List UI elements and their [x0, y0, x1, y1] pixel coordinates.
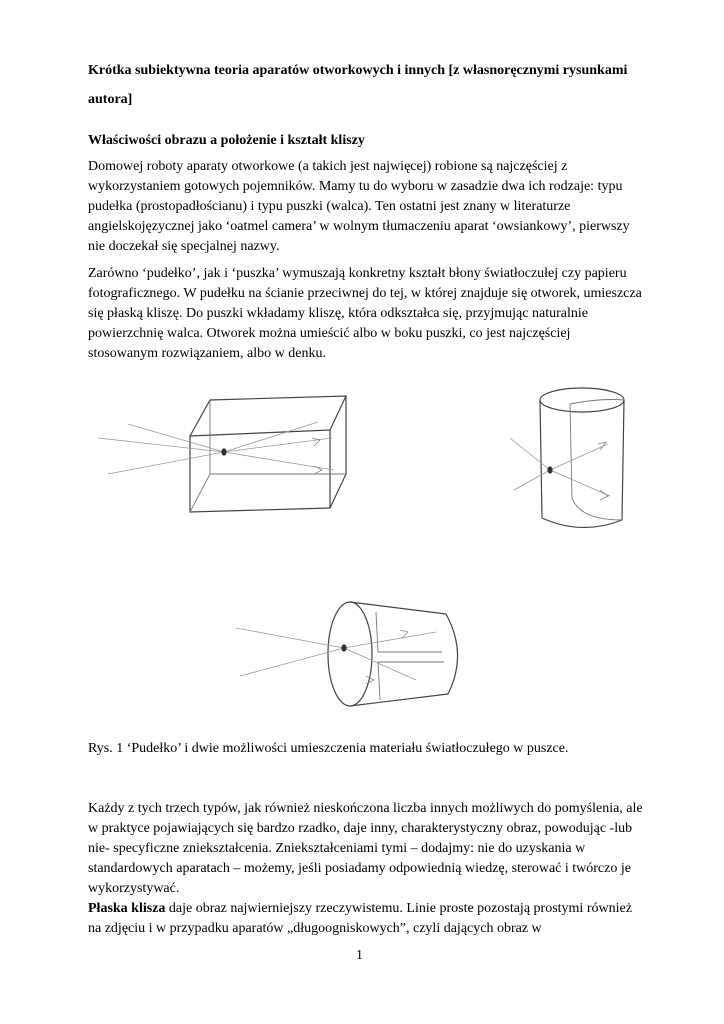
flat-film-term: Płaska klisza — [88, 901, 166, 916]
paragraph-film-shape: Zarówno ‘pudełko’, jak i ‘puszka’ wymuszają konkretny kształt błony światłoczułej czy papieru fotograficznego. W pudełku na ścianie przeciwnej do tej, w której znajduje się otworek, umieszcza się płaską kliszę. Do puszki wkładamy kliszę, która odkształca się, przyjmując naturalnie powierzchnię walca. Otworek można umieścić albo w boku puszki, co jest najczęściej stosowanym rozwiązaniem, albo w denku. — [88, 266, 642, 361]
page-number: 1 — [356, 948, 363, 963]
paragraph-distortions: Każdy z tych trzech typów, jak również nieskończona liczba innych możliwych do pomyślenia, ale w praktyce pojawiających się bardzo rzadko, daje inny, charakterystyczny obraz, powodując -lub nie- specyficzne zniekształcenia. Zniekształceniami tymi – dodajmy: nie do uzyskania w standardowych aparatach – możemy, jeśli posiadamy odpowiednią wiedzę, sterować i twórczo je wykorzystywać. — [88, 801, 643, 896]
can-camera-drawing — [510, 378, 670, 543]
paragraph-flat-film — [88, 899, 643, 939]
tube-camera-drawing — [236, 582, 486, 727]
box-camera-drawing — [88, 366, 388, 536]
can-camera-sketch — [510, 378, 670, 543]
tube-camera-sketch — [236, 582, 486, 727]
paragraph-intro: Domowej roboty aparaty otworkowe (a takich jest najwięcej) robione są najczęściej z wykorzystaniem gotowych pojemników. Mamy tu do wyboru w zasadzie dwa ich rodzaje: typu pudełka (prostopadłościanu) i typu puszki (walca). Ten ostatni jest znany w literaturze angielskojęzycznej jako ‘oatmel camera’ w wolnym tłumaczeniu aparat ‘owsiankowy’, pierwszy nie doczekał się specjalnej nazwy. — [88, 159, 630, 254]
section-heading: Właściwości obrazu a położenie i kształt kliszy — [88, 133, 365, 148]
flat-film-text: daje obraz najwierniejszy rzeczywistemu. Linie proste pozostają prostymi również na zdjęciu i w przypadku aparatów „długoogniskowych”, czyli dających obraz w — [88, 901, 632, 936]
document-title: Krótka subiektywna teoria aparatów otworkowych i innych [z własnoręcznymi rysunkami autora] — [88, 63, 628, 107]
figure-caption: Rys. 1 ‘Pudełko’ i dwie możliwości umieszczenia materiału światłoczułego w puszce. — [88, 741, 569, 756]
box-camera-sketch — [88, 366, 388, 536]
